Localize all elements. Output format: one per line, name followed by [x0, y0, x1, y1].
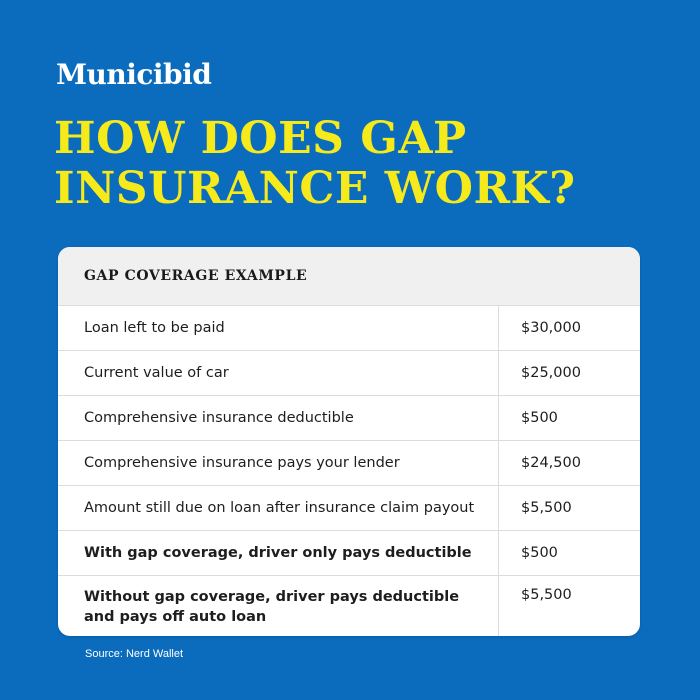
- table-row: [58, 486, 640, 531]
- coverage-table: [58, 305, 640, 636]
- row-value: $30,000: [499, 306, 641, 351]
- row-label: Loan left to be paid: [58, 306, 499, 351]
- row-value: $5,500: [499, 576, 641, 637]
- table-row: [58, 306, 640, 351]
- row-label: Comprehensive insurance pays your lender: [58, 441, 499, 486]
- row-value: $25,000: [499, 351, 641, 396]
- source-note: Source: Nerd Wallet: [85, 648, 184, 660]
- row-label: Current value of car: [58, 351, 499, 396]
- row-label: Without gap coverage, driver pays deductible and pays off auto loan: [58, 576, 499, 637]
- page-title: [54, 114, 674, 214]
- brand-logo: Municibid: [56, 58, 212, 91]
- row-value: $5,500: [499, 486, 641, 531]
- row-value: $500: [499, 531, 641, 576]
- title-line-2: INSURANCE WORK?: [54, 163, 576, 214]
- table-row: [58, 396, 640, 441]
- table-row: [58, 441, 640, 486]
- table-row: [58, 531, 640, 576]
- row-label: With gap coverage, driver only pays deductible: [58, 531, 499, 576]
- row-label: Amount still due on loan after insurance claim payout: [58, 486, 499, 531]
- table-row: [58, 576, 640, 637]
- row-value: $24,500: [499, 441, 641, 486]
- coverage-card: [58, 247, 640, 636]
- table-title: GAP COVERAGE EXAMPLE: [58, 247, 640, 305]
- table-row: [58, 351, 640, 396]
- row-label: Comprehensive insurance deductible: [58, 396, 499, 441]
- title-line-1: HOW DOES GAP: [54, 113, 467, 164]
- row-value: $500: [499, 396, 641, 441]
